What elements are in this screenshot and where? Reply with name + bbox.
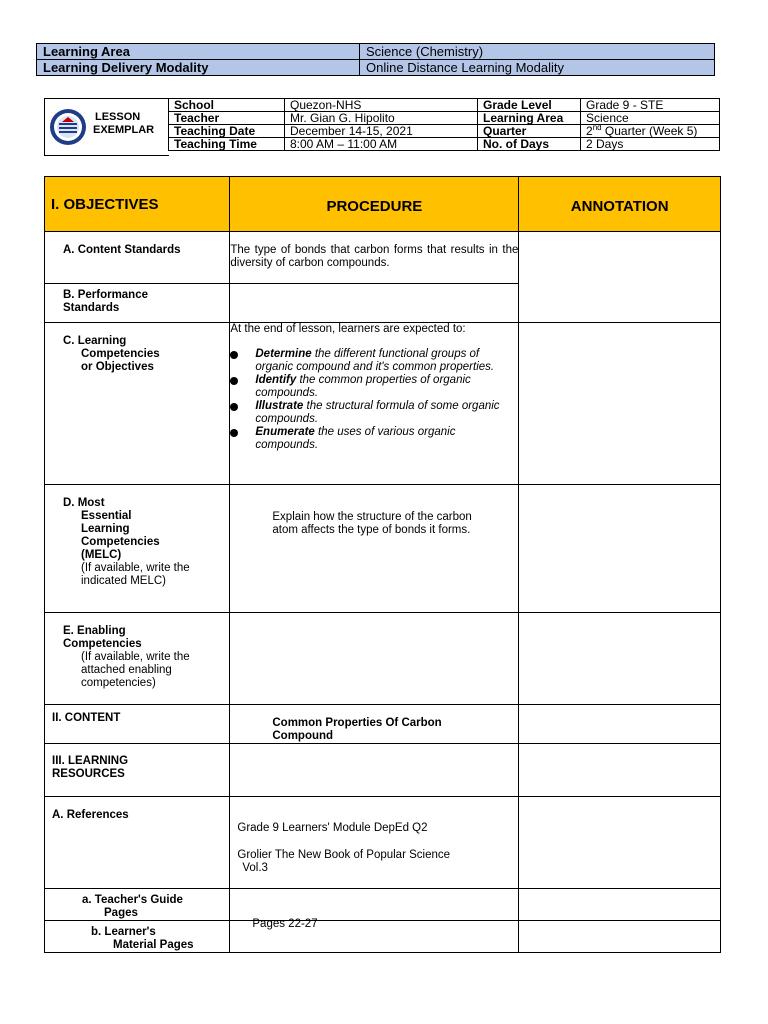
info-value: 8:00 AM – 11:00 AM — [285, 138, 478, 151]
learning-competencies-row — [45, 323, 721, 485]
list-item — [230, 348, 518, 374]
info-key: Teaching Date — [169, 125, 285, 138]
info-value — [581, 125, 720, 138]
info-row — [169, 99, 720, 112]
annotation-cell — [519, 705, 721, 744]
label-line: b. Learner's — [91, 926, 156, 938]
annotation-cell — [519, 323, 721, 485]
annotation-cell — [519, 889, 721, 921]
competency-verb: Enumerate — [255, 426, 315, 438]
competency-verb: Identify — [255, 374, 297, 386]
teachers-guide-label — [45, 889, 229, 920]
label-line: Competencies — [81, 348, 160, 360]
info-value: 2 Days — [581, 138, 720, 151]
info-key: Teaching Time — [169, 138, 285, 151]
competency-text: the common properties of organic compounds. — [255, 374, 471, 399]
deped-seal-icon — [49, 108, 87, 146]
annotation-cell — [519, 232, 721, 323]
procedure-cell — [230, 613, 519, 705]
logo-cell — [44, 98, 169, 156]
content-text — [230, 705, 518, 743]
table-header-row — [45, 177, 721, 232]
info-key: School — [169, 99, 285, 112]
info-value: Science — [581, 112, 720, 125]
content-standards-text: The type of bonds that carbon forms that results in the diversity of carbon compounds. — [230, 244, 519, 269]
info-key: Grade Level — [478, 99, 581, 112]
content-standards-row — [45, 232, 721, 284]
learning-competencies-label — [45, 323, 229, 374]
references-label: A. References — [52, 809, 129, 821]
label-line: Competencies — [81, 536, 160, 548]
label-line: Essential — [81, 510, 132, 522]
label-line: RESOURCES — [52, 768, 125, 780]
enabling-label — [45, 613, 229, 690]
row-label — [45, 323, 230, 485]
row-label — [45, 284, 230, 323]
reference-item: Vol.3 — [242, 862, 268, 874]
row-label — [45, 613, 230, 705]
procedure-cell — [230, 323, 519, 485]
info-key: No. of Days — [478, 138, 581, 151]
reference-item: Grolier The New Book of Popular Science — [237, 849, 451, 861]
references-row — [45, 797, 721, 889]
melc-label — [45, 485, 229, 588]
learning-resources-row — [45, 744, 721, 797]
label-line: a. Teacher's Guide — [82, 894, 183, 906]
label-line: Material Pages — [113, 939, 194, 951]
content-standards-label: A. Content Standards — [63, 244, 181, 256]
header-key: Learning Delivery Modality — [37, 60, 360, 76]
procedure-cell — [230, 889, 519, 921]
procedure-cell — [230, 705, 519, 744]
header-value: Online Distance Learning Modality — [360, 60, 715, 76]
quarter-text: Quarter (Week 5) — [601, 124, 698, 138]
procedure-cell — [230, 232, 519, 284]
info-key: Learning Area — [478, 112, 581, 125]
competency-verb: Illustrate — [255, 400, 304, 412]
annotation-cell — [519, 921, 721, 953]
objectives-header: I. OBJECTIVES — [45, 177, 230, 232]
row-label — [45, 744, 230, 797]
row-label — [45, 705, 230, 744]
procedure-header: PROCEDURE — [230, 177, 519, 232]
label-line: (MELC) — [81, 549, 122, 561]
procedure-cell — [230, 284, 519, 323]
label-line: Standards — [63, 302, 120, 314]
label-line: B. Performance — [63, 289, 149, 301]
melc-row — [45, 485, 721, 613]
lesson-exemplar-title — [93, 111, 154, 137]
references-text — [230, 797, 518, 875]
content-line: Compound — [272, 730, 334, 742]
competencies-intro: At the end of lesson, learners are expected to: — [230, 323, 466, 335]
info-value: Mr. Gian G. Hipolito — [285, 112, 478, 125]
info-key: Quarter — [478, 125, 581, 138]
label-note: attached enabling — [81, 664, 172, 676]
row-label — [45, 232, 230, 284]
annotation-header: ANNOTATION — [519, 177, 721, 232]
competency-verb: Determine — [255, 348, 312, 360]
info-value: December 14-15, 2021 — [285, 125, 478, 138]
info-table — [168, 98, 720, 151]
info-row — [169, 138, 720, 151]
header-table — [36, 43, 715, 76]
learners-material-label — [45, 921, 229, 952]
row-label — [45, 485, 230, 613]
enabling-competencies-row — [45, 613, 721, 705]
learners-material-pages: Pages 22-27 — [252, 918, 318, 930]
procedure-cell — [230, 918, 519, 953]
reference-item: Grade 9 Learners' Module DepEd Q2 — [237, 822, 428, 834]
content-line: Common Properties Of Carbon — [272, 717, 442, 729]
quarter-suffix: nd — [592, 123, 602, 132]
procedure-cell — [230, 485, 519, 613]
teachers-guide-row — [45, 889, 721, 921]
procedure-cell — [230, 797, 519, 889]
lesson-table — [44, 176, 721, 953]
header-value: Science (Chemistry) — [360, 44, 715, 60]
info-value: Quezon-NHS — [285, 99, 478, 112]
list-item — [230, 400, 518, 426]
learning-resources-label — [45, 744, 229, 781]
melc-text: Explain how the structure of the carbon atom affects the type of bonds it forms. — [272, 511, 472, 536]
competency-text: the different functional groups of organic compound and it's common properties. — [255, 348, 495, 373]
annotation-cell — [519, 613, 721, 705]
label-line: Competencies — [63, 638, 142, 650]
label-note: competencies) — [81, 677, 156, 689]
label-line: Pages — [104, 907, 138, 919]
logo-line: LESSON — [95, 111, 141, 123]
info-value: Grade 9 - STE — [581, 99, 720, 112]
label-note: indicated MELC) — [81, 575, 167, 587]
info-key: Teacher — [169, 112, 285, 125]
competency-text: the uses of various organic compounds. — [255, 426, 456, 451]
label-line: E. Enabling — [63, 625, 126, 637]
logo-line: EXEMPLAR — [93, 124, 155, 136]
content-label: II. CONTENT — [52, 712, 121, 724]
annotation-cell — [519, 744, 721, 797]
annotation-cell — [519, 797, 721, 889]
performance-standards-label — [45, 284, 229, 315]
info-row — [169, 125, 720, 138]
label-line: C. Learning — [63, 335, 127, 347]
header-row — [37, 44, 715, 60]
row-label — [45, 797, 230, 889]
label-line: or Objectives — [81, 361, 154, 373]
row-label — [45, 889, 230, 921]
row-label — [45, 921, 230, 953]
label-line: III. LEARNING — [52, 755, 129, 767]
quarter-number: 2 — [586, 124, 593, 138]
list-item — [230, 374, 518, 400]
info-row — [169, 112, 720, 125]
procedure-cell — [230, 744, 519, 797]
header-row — [37, 60, 715, 76]
label-line: D. Most — [63, 497, 105, 509]
annotation-cell — [519, 485, 721, 613]
header-key: Learning Area — [37, 44, 360, 60]
list-item — [230, 426, 518, 452]
learners-material-row — [45, 921, 721, 953]
competency-text: the structural formula of some organic compounds. — [255, 400, 500, 425]
label-note: (If available, write the — [81, 562, 190, 574]
label-note: (If available, write the — [81, 651, 190, 663]
label-line: Learning — [81, 523, 130, 535]
competencies-list — [230, 348, 518, 452]
content-row — [45, 705, 721, 744]
